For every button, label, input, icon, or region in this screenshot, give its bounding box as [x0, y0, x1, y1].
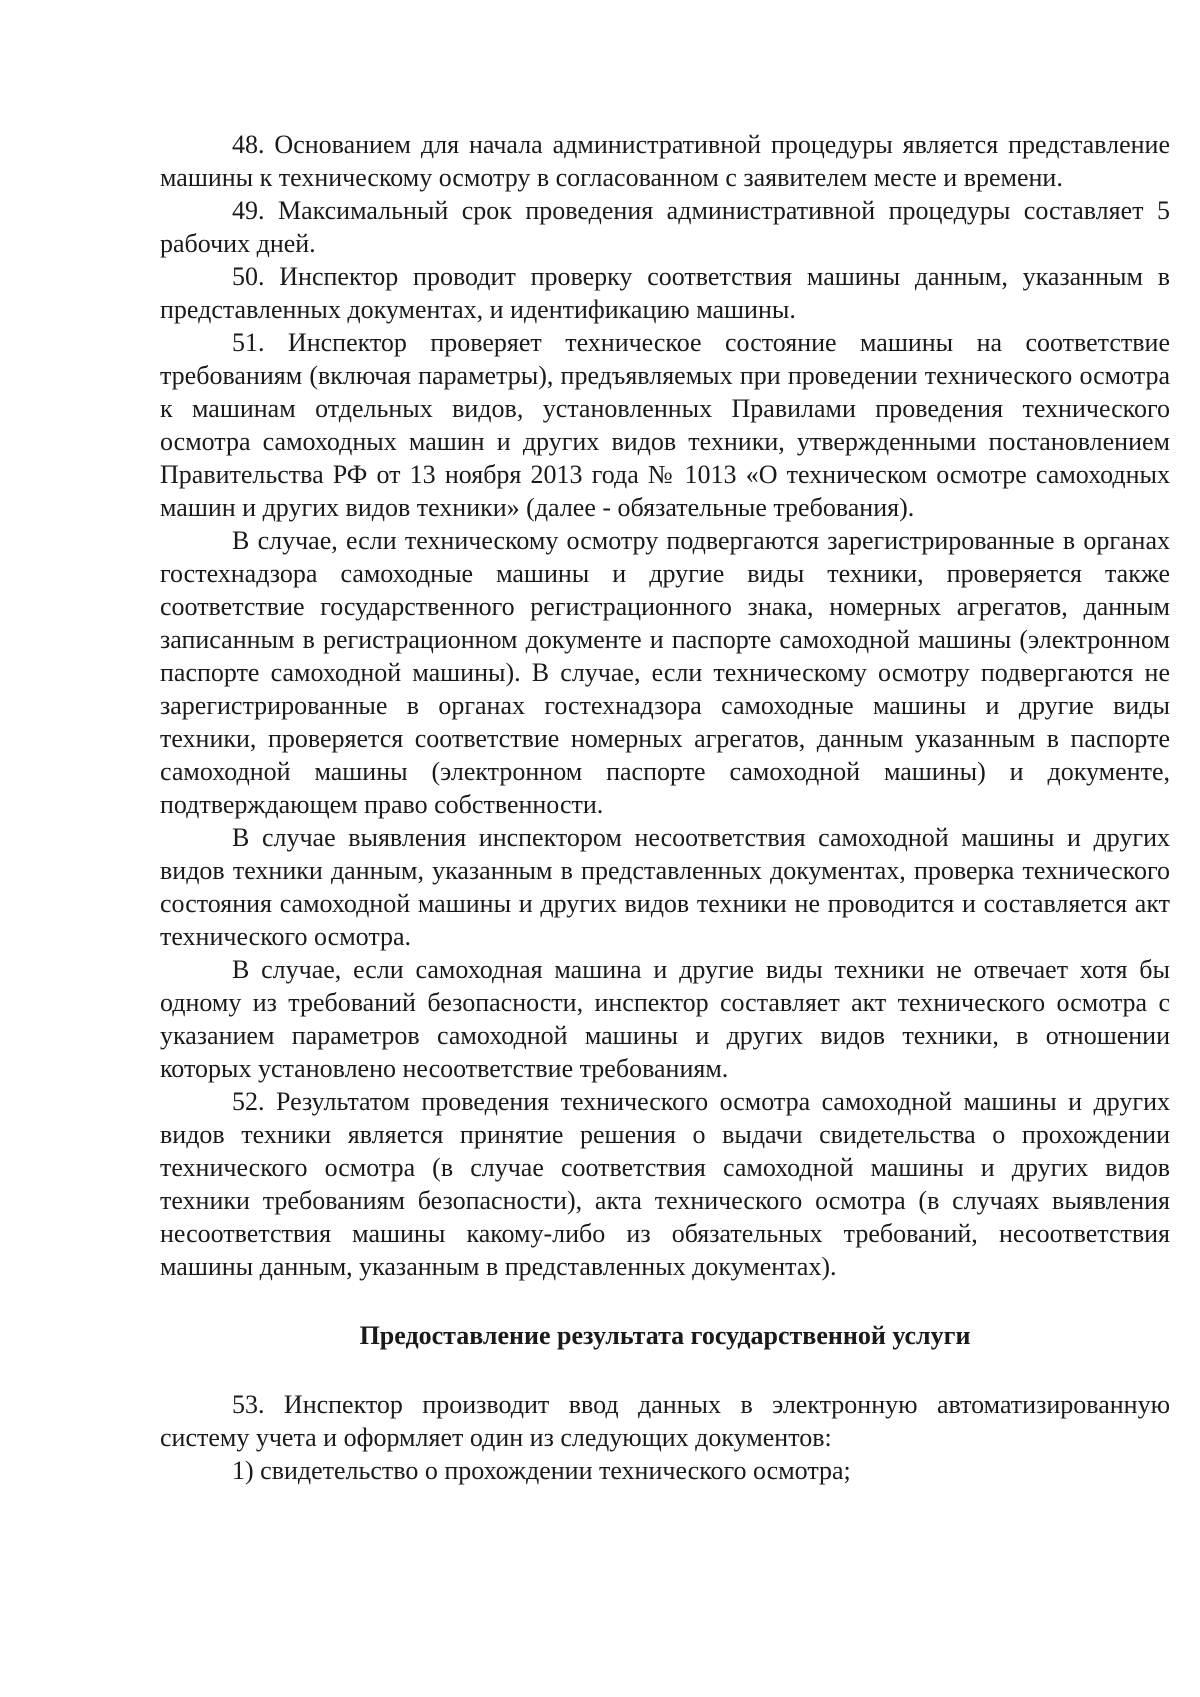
- paragraph-51: 51. Инспектор проверяет техническое состояние машины на соответствие требованиям (включая параметры), предъявляемых при проведении технического осмотра к машинам отдельных видов, установленных Правилами проведения технического осмотра самоходных машин и других видов техники, утвержденными постановлением Правительства РФ от 13 ноября 2013 года № 1013 «О техническом осмотре самоходных машин и других видов техники» (далее - обязательные требования).: [160, 328, 1170, 522]
- paragraph-53: 53. Инспектор производит ввод данных в электронную автоматизированную систему учета и оформляет один из следующих документов:: [160, 1390, 1170, 1452]
- paragraph-mismatch-detected: В случае выявления инспектором несоответствия самоходной машины и других видов техники данным, указанным в представленных документах, проверка технического состояния самоходной машины и других видов техники не проводится и составляется акт технического осмотра.: [160, 823, 1170, 951]
- paragraph-registered-machines: В случае, если техническому осмотру подвергаются зарегистрированные в органах гостехнадзора самоходные машины и другие виды техники, проверяется также соответствие государственного регистрационного знака, номерных агрегатов, данным записанным в регистрационном документе и паспорте самоходной машины (электронном паспорте самоходной машины). В случае, если техническому осмотру подвергаются не зарегистрированные в органах гостехнадзора самоходные машины и другие виды техники, проверяется соответствие номерных агрегатов, данным указанным в паспорте самоходной машины (электронном паспорте самоходной машины) и документе, подтверждающем право собственности.: [160, 526, 1170, 819]
- document-body: [160, 128, 1170, 1487]
- paragraph-52: 52. Результатом проведения технического осмотра самоходной машины и других видов техники является принятие решения о выдачи свидетельства о прохождении технического осмотра (в случае соответствия самоходной машины и других видов техники требованиям безопасности), акта технического осмотра (в случаях выявления несоответствия машины какому-либо из обязательных требований, несоответствия машины данным, указанным в представленных документах).: [160, 1087, 1170, 1281]
- paragraph-48: 48. Основанием для начала административной процедуры является представление машины к техническому осмотру в согласованном с заявителем месте и времени.: [160, 130, 1170, 192]
- paragraph-safety-requirements: В случае, если самоходная машина и другие виды техники не отвечает хотя бы одному из требований безопасности, инспектор составляет акт технического осмотра с указанием параметров самоходной машины и других видов техники, в отношении которых установлено несоответствие требованиям.: [160, 955, 1170, 1083]
- paragraph-49: 49. Максимальный срок проведения административной процедуры составляет 5 рабочих дней.: [160, 196, 1170, 258]
- list-item-1: 1) свидетельство о прохождении технического осмотра;: [232, 1456, 851, 1485]
- section-heading: Предоставление результата государственной услуги: [359, 1321, 971, 1350]
- paragraph-50: 50. Инспектор проводит проверку соответствия машины данным, указанным в представленных документах, и идентификацию машины.: [160, 262, 1170, 324]
